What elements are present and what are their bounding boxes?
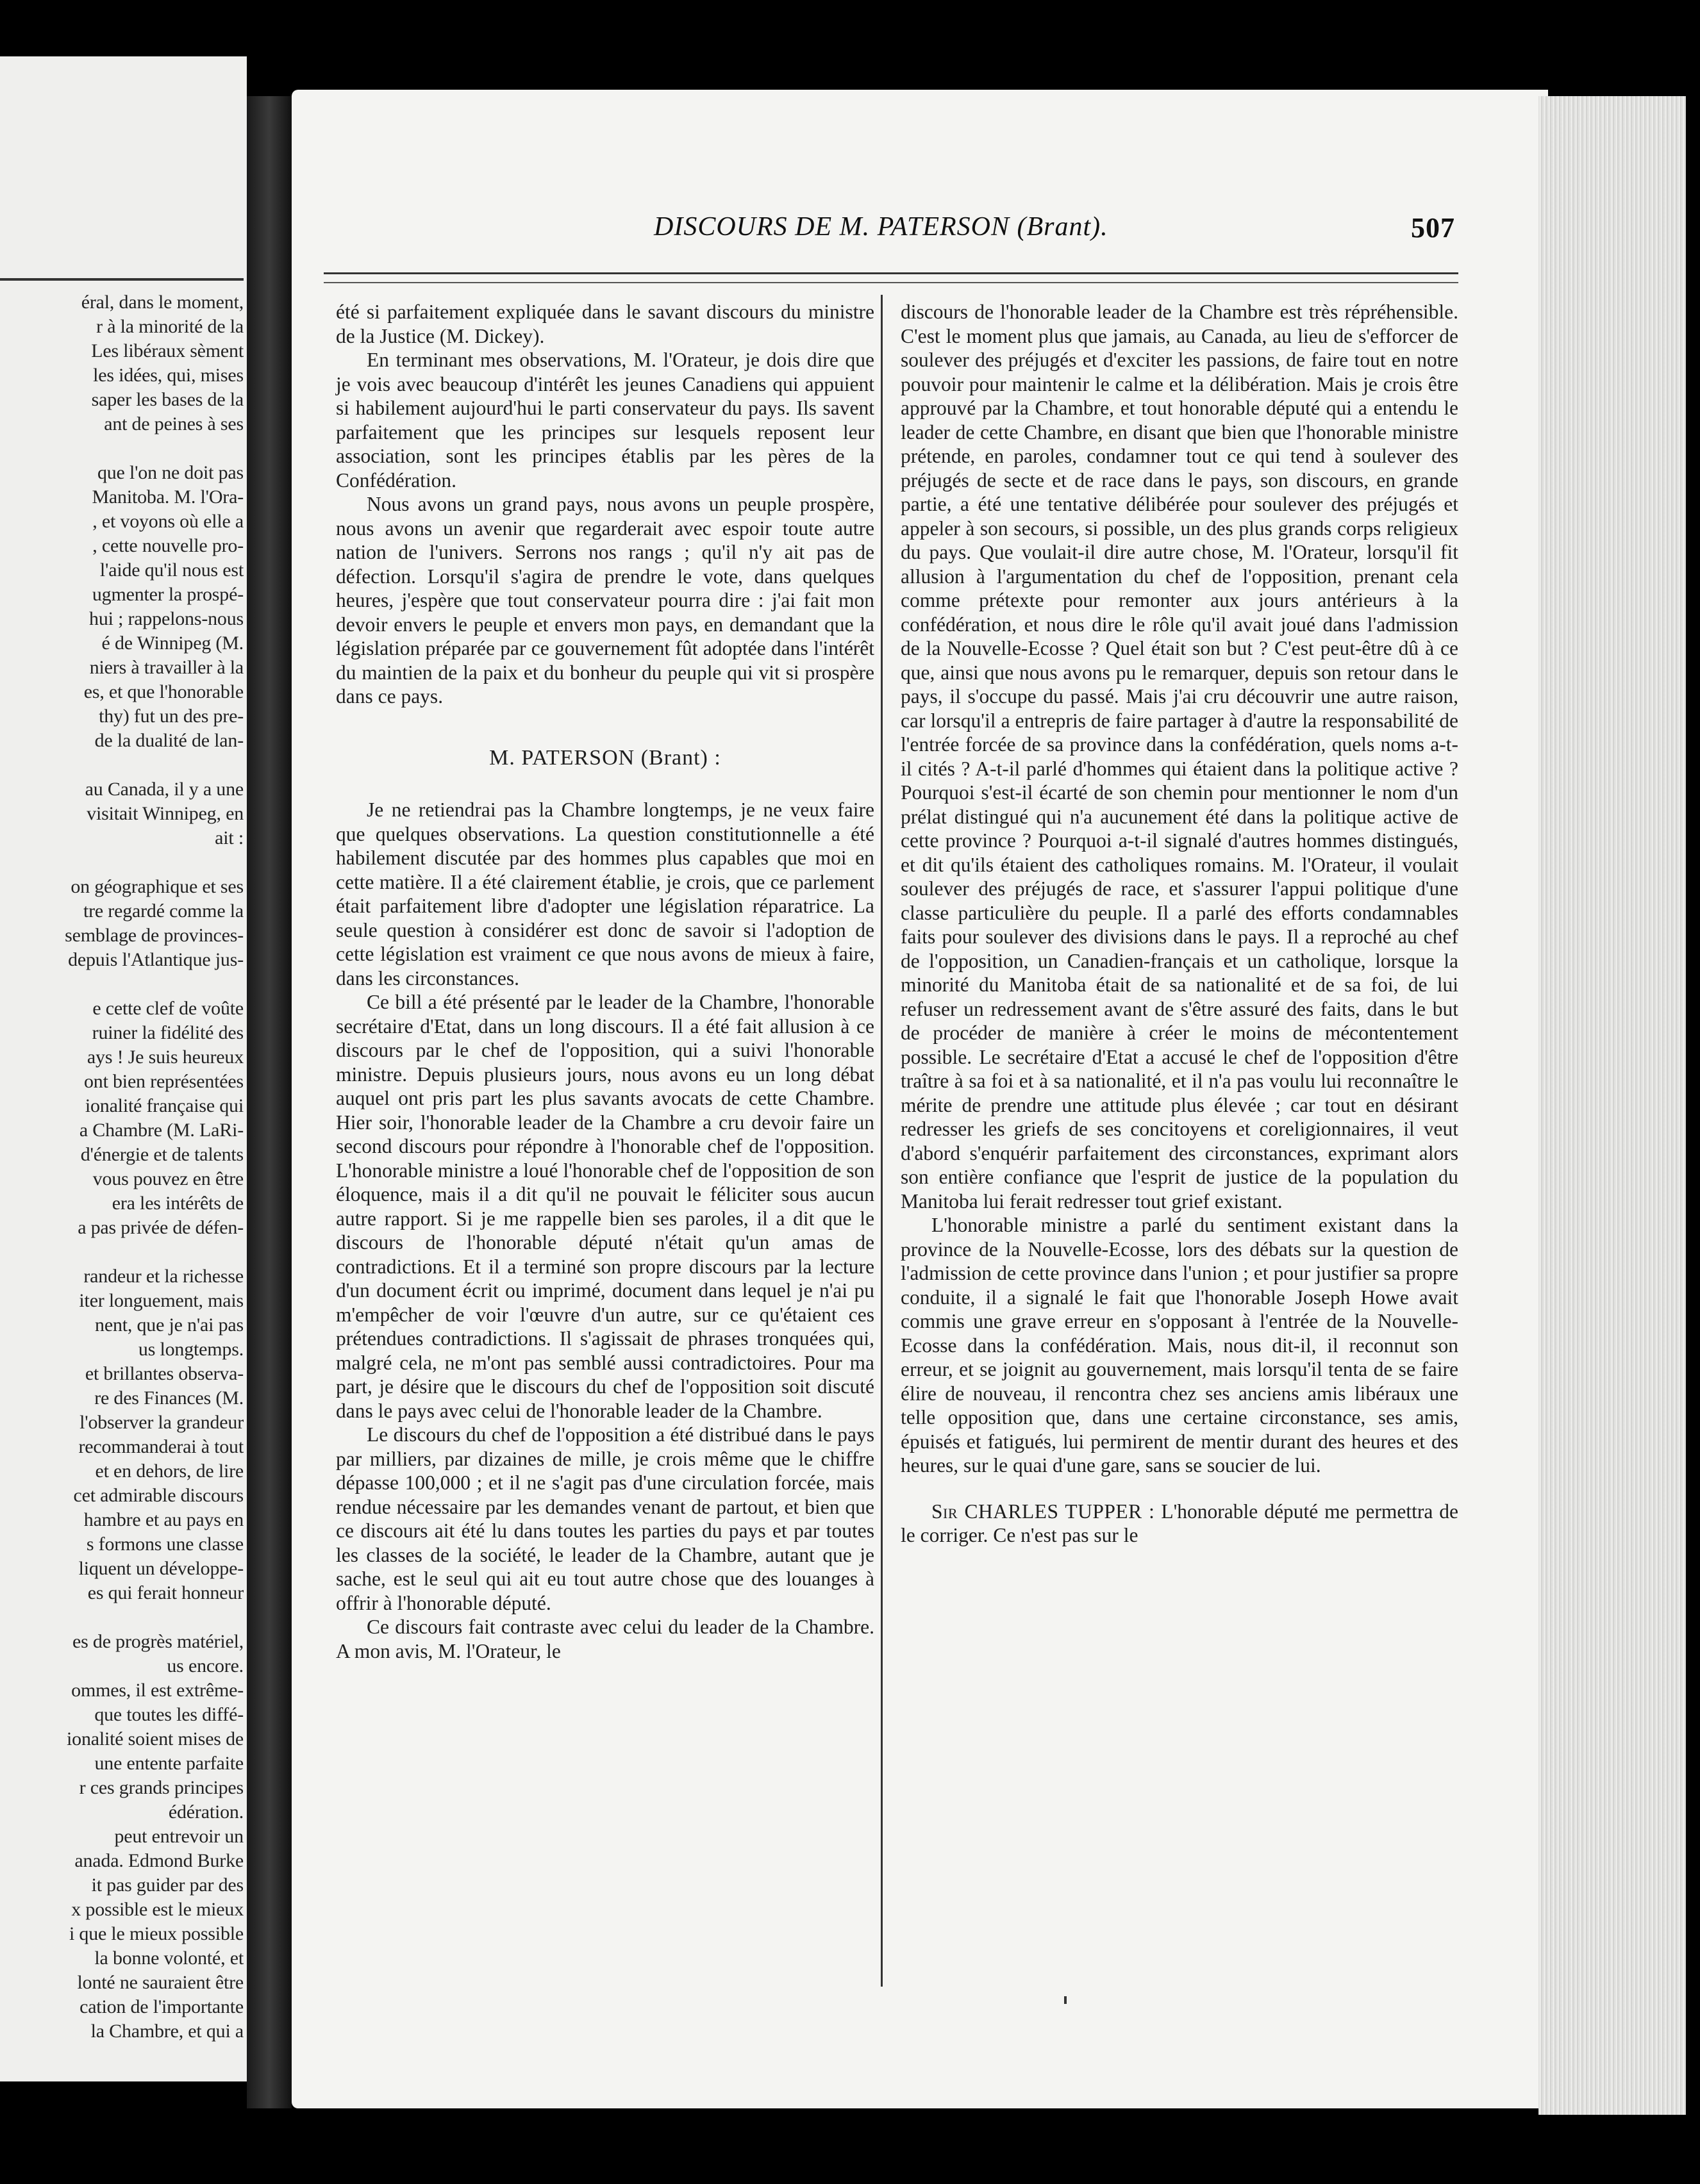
previous-page-line: ionalité française qui	[85, 1095, 244, 1116]
paragraph: Le discours du chef de l'opposition a été distribué dans le pays par milliers, par dizaines de mille, je crois même que le chiffre dépasse 100,000 ; et il ne s'agit pas d'une circulation forcée, mais rendue nécessaire par les demandes venant de partout, et bien que ce discours ait été lu dans toutes les parties du pays et par toutes les classes de la société, le leader de la Chambre, autant que je sache, est le seul qui ait eu tout autre chose que des louanges à offrir à l'honorable député.	[336, 1423, 874, 1614]
previous-page-line: et brillantes observa-	[85, 1363, 244, 1384]
column-divider	[881, 295, 883, 1987]
previous-page-line: édération.	[168, 1801, 244, 1823]
previous-page-header-rule	[0, 278, 244, 281]
previous-page-line: ionalité soient mises de	[67, 1728, 244, 1750]
running-title: DISCOURS DE M. PATERSON (Brant).	[654, 212, 1108, 242]
previous-page-line: ont bien représentées	[83, 1071, 244, 1092]
previous-page-line: e cette clef de voûte	[92, 998, 244, 1019]
speaker-heading: M. PATERSON (Brant) :	[489, 745, 721, 770]
previous-page-line: que toutes les diffé-	[94, 1704, 244, 1725]
previous-page-line: s formons une classe	[86, 1534, 244, 1555]
previous-page-line: thy) fut un des pre-	[99, 706, 244, 727]
speaker-name: Sir CHARLES TUPPER :	[931, 1500, 1155, 1523]
previous-page-line: re des Finances (M.	[94, 1387, 244, 1409]
previous-page-line: recommanderai à tout	[78, 1436, 244, 1457]
previous-page-line: é de Winnipeg (M.	[101, 633, 244, 654]
previous-page-line: ugmenter la prospé-	[92, 584, 244, 605]
paragraph: été si parfaitement expliquée dans le savant discours du ministre de la Justice (M. Dickey).	[336, 301, 874, 347]
previous-page-line: a pas privée de défen-	[78, 1217, 244, 1238]
previous-page-line: l'aide qu'il nous est	[99, 559, 244, 581]
previous-page-line: semblage de provinces-	[65, 925, 244, 946]
previous-page-line: niers à travailler à la	[89, 657, 244, 678]
paragraph: Je ne retiendrai pas la Chambre longtemps, je ne veux faire que quelques observations. La question constitutionnelle a été habilement discutée par des hommes plus capables que moi en cette matière. Il a été clairement établie, je crois, que ce parlement était parfaitement libre d'adopter une législation réparatrice. La seule question à considérer est donc de savoir si l'adoption de cette législation est vraiment ce que nous avons de mieux à faire, dans les circonstances.	[336, 798, 874, 989]
previous-page-line: , et voyons où elle a	[92, 511, 244, 532]
previous-page-line: x possible est le mieux	[71, 1899, 244, 1920]
previous-page-line: hui ; rappelons-nous	[89, 608, 244, 629]
previous-page-line: randeur et la richesse	[83, 1266, 244, 1287]
previous-page-line: ant de peines à ses	[104, 413, 244, 434]
previous-page-line: l'observer la grandeur	[79, 1412, 244, 1433]
paragraph: Ce bill a été présenté par le leader de la Chambre, l'honorable secrétaire d'Etat, dans un long discours. Il a été fait allusion à ce discours par le chef de l'opposition, qui a suivi l'honorable ministre. Depuis plusieurs jours, nous avons eu un long débat auquel ont pris part les plus savants avocats de cette Chambre. Hier soir, l'honorable leader de la Chambre a cru devoir faire un second discours pour répondre à l'honorable chef de l'opposition. L'honorable ministre a loué l'honorable chef de l'opposition de son éloquence, mais il a dit qu'il ne pouvait le féliciter sous aucun autre rapport. Si je me rappelle bien ses paroles, il a dit que le discours de l'honorable député n'était qu'un amas de contradictions. Et il a terminé son propre discours par la lecture d'un document écrit ou imprimé, document dans lequel je n'ai pu m'empêcher de voir l'œuvre d'un autre, sur ce qu'étaient ces prétendues contradictions. Il s'agissait de phrases tronquées qui, malgré cela, ne m'ont pas semblé aussi contradictoires. Pour ma part, je désire que le discours du chef de l'opposition soit discuté dans le pays avec celui de l'honorable leader de la Chambre.	[336, 991, 874, 1422]
running-header	[654, 211, 1455, 250]
book-gutter	[247, 96, 292, 2108]
previous-page-line: peut entrevoir un	[114, 1826, 244, 1847]
page-edges	[1538, 96, 1686, 2115]
previous-page-line: r ces grands principes	[79, 1777, 244, 1798]
previous-page-line: es de progrès matériel,	[72, 1631, 244, 1652]
previous-page-line: us encore.	[167, 1655, 244, 1676]
previous-page-line: de la dualité de lan-	[94, 730, 244, 751]
paragraph-text: L'honorable député me permettra de le corriger. Ce n'est pas sur le	[901, 1500, 1459, 1546]
header-rule	[324, 272, 1458, 274]
previous-page-line: la bonne volonté, et	[94, 1948, 244, 1969]
previous-page-line: on géographique et ses	[71, 876, 244, 897]
previous-page-line: que l'on ne doit pas	[97, 462, 244, 483]
line-gap	[0, 1240, 244, 1264]
paragraph: En terminant mes observations, M. l'Orateur, je dois dire que je vois avec beaucoup d'intérêt les jeunes Canadiens qui appuient si habilement aujourd'hui le parti conservateur du pays. Ils savent parfaitement que les principes sur lesquels reposent leur association, sont les principes établis par les pères de la Confédération.	[336, 349, 874, 492]
right-column	[901, 300, 1458, 1548]
line-gap	[0, 850, 244, 875]
previous-page-line: i que le mieux possible	[69, 1923, 244, 1944]
previous-page-line: ays ! Je suis heureux	[87, 1046, 244, 1068]
header-rule-secondary	[324, 282, 1458, 283]
previous-page-line: éral, dans le moment,	[81, 292, 244, 313]
previous-page-line: r à la minorité de la	[96, 316, 244, 337]
previous-page-line: , cette nouvelle pro-	[92, 535, 244, 556]
previous-page-line: cet admirable discours	[73, 1485, 244, 1506]
previous-page-line: anada. Edmond Burke	[74, 1850, 244, 1871]
previous-page-line: visitait Winnipeg, en	[87, 803, 244, 824]
previous-page-line: ait :	[215, 827, 244, 848]
previous-page-line: depuis l'Atlantique jus-	[68, 949, 244, 970]
previous-page-line: it pas guider par des	[91, 1874, 244, 1896]
previous-page-line: ommes, il est extrême-	[71, 1680, 244, 1701]
paragraph: L'honorable ministre a parlé du sentiment existant dans la province de la Nouvelle-Ecosse, lors des débats sur la question de l'admission de cette province dans l'union ; et pour justifier sa propre conduite, il a signalé le fait que l'honorable Joseph Howe avait commis une grave erreur en s'opposant à l'entrée de la Nouvelle-Ecosse dans la confédération. Mais, nous dit-il, il reconnut son erreur, et se joignit au gouvernement, mais lorsqu'il tenta de se faire élire de nouveau, il rencontra chez ses anciens amis libéraux une telle opposition que, dans une certaine circonstance, ses amis, épuisés et fatigués, lui permirent de mentir durant des heures et des heures, sur le quai d'une gare, sans se soucier de lui.	[901, 1214, 1458, 1477]
paragraph: Nous avons un grand pays, nous avons un peuple prospère, nous avons un avenir que regarderait avec espoir toute autre nation de l'univers. Serrons nos rangs ; qu'il n'y ait pas de défection. Lorsqu'il s'agira de prendre le vote, dans quelques heures, j'espère que tout conservateur pourra dire : j'ai fait mon devoir envers le peuple et envers mon pays, en demandant que la législation préparée par ce gouvernement fût adoptée dans l'intérêt du maintien de la paix et du bonheur du peuple qui vit si prospère dans ce pays.	[336, 493, 874, 707]
previous-page-line: es, et que l'honorable	[83, 681, 244, 702]
previous-page-line: d'énergie et de talents	[80, 1144, 244, 1165]
line-gap	[0, 436, 244, 461]
previous-page-line: era les intérêts de	[112, 1193, 244, 1214]
previous-page-line: Les libéraux sèment	[91, 340, 244, 361]
previous-page-line: nent, que je n'ai pas	[95, 1314, 244, 1336]
previous-page-line: lonté ne sauraient être	[77, 1972, 244, 1993]
previous-page-line: les idées, qui, mises	[93, 365, 244, 386]
previous-page-line: au Canada, il y a une	[85, 779, 244, 800]
previous-page-line: et en dehors, de lire	[95, 1460, 244, 1482]
previous-page-fragment	[0, 56, 247, 2081]
previous-page-line: la Chambre, et qui a	[90, 2021, 244, 2042]
previous-page-line: une entente parfaite	[94, 1753, 244, 1774]
line-gap	[0, 1605, 244, 1630]
line-gap	[0, 972, 244, 997]
previous-page-line: Manitoba. M. l'Ora-	[92, 486, 244, 508]
previous-page-line: a Chambre (M. LaRi-	[79, 1120, 244, 1141]
previous-page-line: cation de l'importante	[79, 1996, 244, 2017]
previous-page-line: iter longuement, mais	[79, 1290, 244, 1311]
previous-page-line: vous pouvez en être	[92, 1168, 244, 1189]
paragraph: Ce discours fait contraste avec celui du leader de la Chambre. A mon avis, M. l'Orateur, le	[336, 1616, 874, 1662]
previous-page-line: hambre et au pays en	[83, 1509, 244, 1530]
previous-page-line: tre regardé comme la	[83, 900, 244, 922]
ink-speck	[1064, 1996, 1067, 2004]
paragraph: discours de l'honorable leader de la Chambre est très répréhensible. C'est le moment plus que jamais, au Canada, au lieu de s'efforcer de soulever des préjugés et d'exciter les passions, de faire tout en notre pouvoir pour maintenir le calme et la délibération. Mais je crois être approuvé par la Chambre, et tout honorable député qui a entendu le leader de cette Chambre, en disant que bien que l'honorable ministre prétende, en paroles, condamner tout ce qui tend à soulever des préjugés de secte et de race dans le pays, son discours, en grande partie, a été une tentative délibérée pour soulever des préjugés et appeler à son secours, si possible, un des plus grands corps religieux du pays. Que voulait-il dire autre chose, M. l'Orateur, lorsqu'il fit allusion à l'argumentation du chef de l'opposition, prenant cela comme prétexte pour remonter aux jours antérieurs à la confédération, et nous dire le rôle qu'il avait joué dans l'admission de la Nouvelle-Ecosse ? Quel était son but ? C'est peut-être dû à ce que, ainsi que nous avons pu le remarquer, depuis son retour dans le pays, il s'occupe du passé. Mais j'ai cru découvrir une autre raison, car lorsqu'il a entrepris de faire partager à d'autre la responsabilité de l'entrée forcée de sa province dans la confédération, quels noms a-t-il cités ? A-t-il parlé d'hommes qui étaient dans la politique active ? Pourquoi s'est-il écarté de son chemin pour mentionner le nom d'un prélat distingué qui n'a aucunement été dans la politique active de cette province ? Pourquoi a-t-il signalé d'autres hommes distingués, et dit qu'ils étaient des catholiques romains. M. l'Orateur, il voulait soulever des préjugés de race, et s'assurer l'appui politique d'une classe particulière du peuple. Il a parlé des efforts condamnables faits pour soulever des divisions dans le pays. Il a reproché au chef de l'opposition, un Canadien-français et un catholique, lorsque la minorité du Manitoba était de sa nationalité et de sa foi, de lui refuser un redressement avant de s'être assuré des faits, dans le but de procéder de manière à créer le moins de mécontentement possible. Le secrétaire d'Etat a accusé le chef de l'opposition d'être traître à sa foi et à sa nationalité, et il n'a pas voulu lui reconnaître le mérite de prendre une attitude plus élevée ; car tout en désirant redresser les griefs de ses concitoyens et coreligionnaires, il veut d'abord s'enquérir parfaitement des circonstances, exprimant alors son entière confiance que l'esprit de justice de la population du Manitoba lui ferait redresser tout grief existant.	[901, 301, 1458, 1212]
paragraph	[901, 1500, 1458, 1548]
previous-page-line: us longtemps.	[138, 1339, 244, 1360]
line-gap	[0, 753, 244, 777]
previous-page-line: es qui ferait honneur	[87, 1582, 244, 1603]
left-column	[336, 300, 874, 1663]
previous-page-line: saper les bases de la	[91, 389, 244, 410]
previous-page-column	[0, 290, 244, 2044]
previous-page-line: ruiner la fidélité des	[92, 1022, 244, 1043]
previous-page-line: liquent un développe-	[78, 1558, 244, 1579]
page-number: 507	[1411, 212, 1455, 244]
